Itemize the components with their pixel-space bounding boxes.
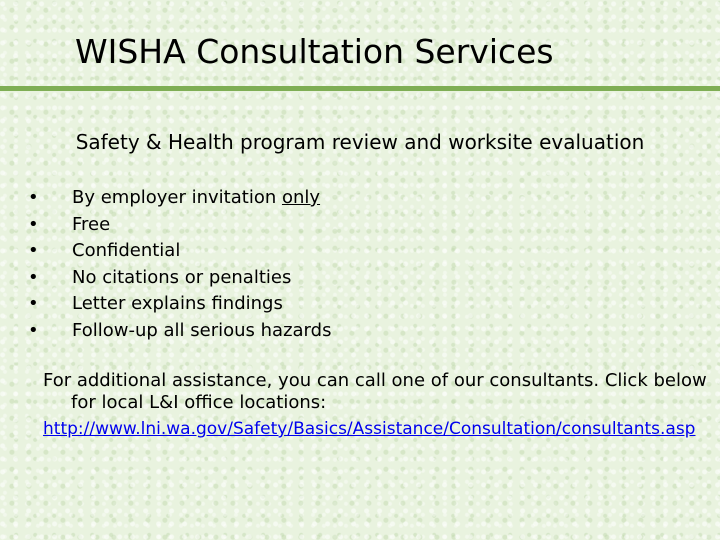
bullet-item [25,212,331,239]
bullet-text: Follow-up all serious hazards [72,319,332,341]
bullet-text: Letter explains findings [72,293,283,314]
bullet-text: Free [72,213,111,235]
bullet-item [25,265,331,292]
title-divider-bar [0,86,720,91]
slide-subtitle: Safety & Health program review and worksite evaluation [75,130,645,154]
bullet-text: By employer invitation [72,187,282,208]
bullet-text: Confidential [72,240,181,261]
bullet-text: No citations or penalties [72,266,292,288]
bullet-item [25,238,331,265]
bullet-item [25,318,331,345]
bullet-item [25,185,331,212]
bullet-item [25,291,331,318]
bullet-emphasis: only [281,187,321,208]
assistance-paragraph: For additional assistance, you can call one of our consultants. Click below for local L&I office locations: [43,370,707,413]
bullet-list [25,185,331,344]
slide-title: WISHA Consultation Services [75,32,554,71]
consultants-link[interactable]: http://www.lni.wa.gov/Safety/Basics/Assistance/Consultation/consultants.asp [43,419,696,439]
